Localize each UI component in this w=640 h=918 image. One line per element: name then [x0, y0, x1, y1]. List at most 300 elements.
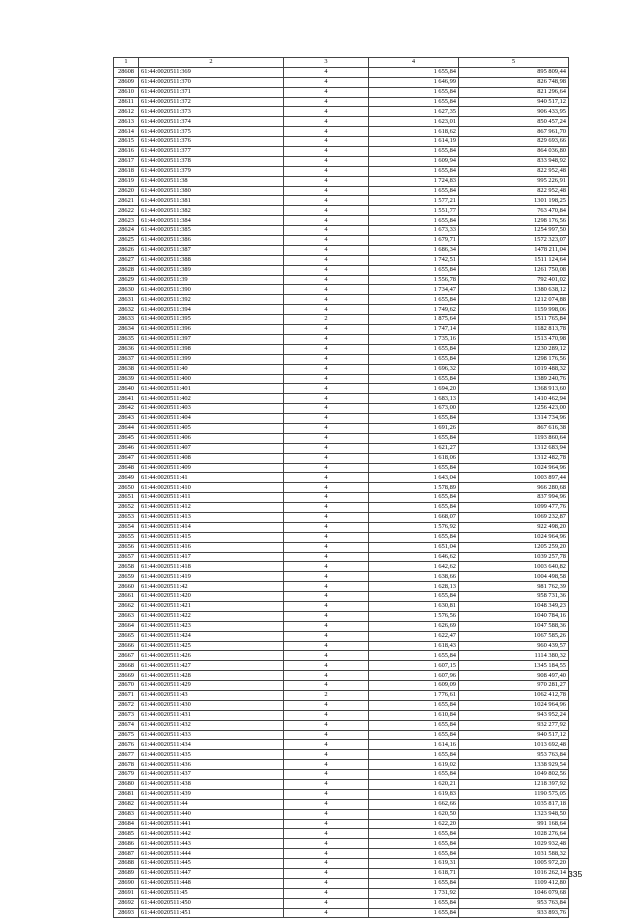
cadastral-number-cell: 61:44:0020511:400 — [139, 374, 284, 384]
area-cell: 1 655,84 — [369, 592, 459, 602]
value-cell: 1380 638,12 — [459, 285, 569, 295]
category-cell: 4 — [284, 404, 369, 414]
value-cell: 922 498,20 — [459, 522, 569, 532]
table-row — [114, 206, 569, 216]
area-cell: 1 655,84 — [369, 354, 459, 364]
area-cell: 1 742,51 — [369, 255, 459, 265]
category-cell: 4 — [284, 651, 369, 661]
cadastral-number-cell: 61:44:0020511:425 — [139, 641, 284, 651]
value-cell: 958 731,36 — [459, 592, 569, 602]
value-cell: 1013 692,48 — [459, 740, 569, 750]
cadastral-number-cell: 61:44:0020511:45 — [139, 888, 284, 898]
cadastral-number-cell: 61:44:0020511:427 — [139, 661, 284, 671]
row-number-cell: 28682 — [114, 799, 139, 809]
area-cell: 1 655,84 — [369, 186, 459, 196]
table-row — [114, 661, 569, 671]
cadastral-number-cell: 61:44:0020511:417 — [139, 552, 284, 562]
area-cell: 1 556,78 — [369, 275, 459, 285]
area-cell: 1 619,83 — [369, 789, 459, 799]
category-cell: 4 — [284, 898, 369, 908]
row-number-cell: 28676 — [114, 740, 139, 750]
cadastral-number-cell: 61:44:0020511:407 — [139, 443, 284, 453]
cadastral-number-cell: 61:44:0020511:375 — [139, 127, 284, 137]
value-cell: 867 616,38 — [459, 423, 569, 433]
cadastral-number-cell: 61:44:0020511:428 — [139, 671, 284, 681]
table-row — [114, 166, 569, 176]
value-cell: 1338 929,54 — [459, 760, 569, 770]
category-cell: 4 — [284, 137, 369, 147]
table-row — [114, 819, 569, 829]
area-cell: 1 621,27 — [369, 443, 459, 453]
table-row — [114, 196, 569, 206]
value-cell: 1099 477,76 — [459, 503, 569, 513]
cadastral-number-cell: 61:44:0020511:426 — [139, 651, 284, 661]
area-cell: 1 651,04 — [369, 542, 459, 552]
category-cell: 4 — [284, 621, 369, 631]
row-number-cell: 28690 — [114, 878, 139, 888]
value-cell: 826 748,98 — [459, 77, 569, 87]
value-cell: 1478 211,04 — [459, 245, 569, 255]
value-cell: 1003 640,82 — [459, 562, 569, 572]
table-row — [114, 443, 569, 453]
cadastral-number-cell: 61:44:0020511:410 — [139, 483, 284, 493]
category-cell: 4 — [284, 888, 369, 898]
table-row — [114, 226, 569, 236]
area-cell: 1 619,31 — [369, 859, 459, 869]
area-cell: 1 655,84 — [369, 147, 459, 157]
cadastral-number-cell: 61:44:0020511:451 — [139, 908, 284, 918]
area-cell: 1 655,84 — [369, 503, 459, 513]
cadastral-number-cell: 61:44:0020511:38 — [139, 176, 284, 186]
value-cell: 908 497,40 — [459, 671, 569, 681]
row-number-cell: 28672 — [114, 700, 139, 710]
value-cell: 1410 462,94 — [459, 394, 569, 404]
category-cell: 4 — [284, 582, 369, 592]
value-cell: 1345 184,55 — [459, 661, 569, 671]
category-cell: 4 — [284, 236, 369, 246]
value-cell: 1109 412,80 — [459, 878, 569, 888]
row-number-cell: 28618 — [114, 166, 139, 176]
value-cell: 1004 498,58 — [459, 572, 569, 582]
row-number-cell: 28642 — [114, 404, 139, 414]
table-row — [114, 888, 569, 898]
value-cell: 940 517,12 — [459, 97, 569, 107]
value-cell: 1048 349,23 — [459, 601, 569, 611]
category-cell: 4 — [284, 859, 369, 869]
table-row — [114, 512, 569, 522]
area-cell: 1 638,66 — [369, 572, 459, 582]
value-cell: 1019 488,32 — [459, 364, 569, 374]
cadastral-number-cell: 61:44:0020511:41 — [139, 473, 284, 483]
table-row — [114, 147, 569, 157]
cadastral-number-cell: 61:44:0020511:403 — [139, 404, 284, 414]
row-number-cell: 28663 — [114, 611, 139, 621]
cadastral-number-cell: 61:44:0020511:429 — [139, 681, 284, 691]
row-number-cell: 28683 — [114, 809, 139, 819]
category-cell: 4 — [284, 512, 369, 522]
cadastral-number-cell: 61:44:0020511:414 — [139, 522, 284, 532]
row-number-cell: 28652 — [114, 503, 139, 513]
table-row — [114, 493, 569, 503]
area-cell: 1 735,16 — [369, 334, 459, 344]
row-number-cell: 28675 — [114, 730, 139, 740]
table-row — [114, 522, 569, 532]
category-cell: 4 — [284, 552, 369, 562]
area-cell: 1 642,62 — [369, 562, 459, 572]
table-row — [114, 156, 569, 166]
row-number-cell: 28631 — [114, 295, 139, 305]
table-row — [114, 344, 569, 354]
category-cell: 4 — [284, 453, 369, 463]
area-cell: 1 655,84 — [369, 750, 459, 760]
category-cell: 4 — [284, 522, 369, 532]
cadastral-number-cell: 61:44:0020511:402 — [139, 394, 284, 404]
table-row — [114, 404, 569, 414]
category-cell: 4 — [284, 344, 369, 354]
cadastral-number-cell: 61:44:0020511:390 — [139, 285, 284, 295]
table-row — [114, 315, 569, 325]
area-cell: 1 627,35 — [369, 107, 459, 117]
table-row — [114, 611, 569, 621]
table-row — [114, 285, 569, 295]
cadastral-number-cell: 61:44:0020511:387 — [139, 245, 284, 255]
table-row — [114, 710, 569, 720]
category-cell: 4 — [284, 740, 369, 750]
category-cell: 4 — [284, 414, 369, 424]
table-body — [114, 67, 569, 918]
area-cell: 1 614,19 — [369, 137, 459, 147]
category-cell: 4 — [284, 117, 369, 127]
table-row — [114, 730, 569, 740]
area-cell: 1 655,84 — [369, 433, 459, 443]
row-number-cell: 28667 — [114, 651, 139, 661]
area-cell: 1 622,20 — [369, 819, 459, 829]
value-cell: 1005 972,20 — [459, 859, 569, 869]
table-row — [114, 849, 569, 859]
area-cell: 1 643,04 — [369, 473, 459, 483]
row-number-cell: 28657 — [114, 552, 139, 562]
category-cell: 4 — [284, 196, 369, 206]
value-cell: 1046 079,68 — [459, 888, 569, 898]
value-cell: 1389 240,76 — [459, 374, 569, 384]
category-cell: 4 — [284, 503, 369, 513]
area-cell: 1 655,84 — [369, 166, 459, 176]
row-number-cell: 28609 — [114, 77, 139, 87]
cadastral-number-cell: 61:44:0020511:436 — [139, 760, 284, 770]
cadastral-number-cell: 61:44:0020511:433 — [139, 730, 284, 740]
category-cell: 4 — [284, 601, 369, 611]
table-row — [114, 137, 569, 147]
value-cell: 1035 817,18 — [459, 799, 569, 809]
category-cell: 4 — [284, 473, 369, 483]
table-row — [114, 354, 569, 364]
category-cell: 4 — [284, 869, 369, 879]
cadastral-number-cell: 61:44:0020511:376 — [139, 137, 284, 147]
value-cell: 821 296,64 — [459, 87, 569, 97]
cadastral-number-cell: 61:44:0020511:369 — [139, 67, 284, 77]
table-row — [114, 374, 569, 384]
column-header-1: 1 — [114, 58, 139, 68]
row-number-cell: 28610 — [114, 87, 139, 97]
area-cell: 1 618,43 — [369, 641, 459, 651]
value-cell: 1511 765,84 — [459, 315, 569, 325]
value-cell: 1205 259,20 — [459, 542, 569, 552]
row-number-cell: 28633 — [114, 315, 139, 325]
value-cell: 792 401,02 — [459, 275, 569, 285]
row-number-cell: 28643 — [114, 414, 139, 424]
area-cell: 1 691,26 — [369, 423, 459, 433]
row-number-cell: 28651 — [114, 493, 139, 503]
category-cell: 4 — [284, 542, 369, 552]
table-row — [114, 97, 569, 107]
value-cell: 833 948,92 — [459, 156, 569, 166]
cadastral-number-cell: 61:44:0020511:401 — [139, 384, 284, 394]
row-number-cell: 28674 — [114, 720, 139, 730]
cadastral-number-cell: 61:44:0020511:418 — [139, 562, 284, 572]
category-cell: 4 — [284, 483, 369, 493]
area-cell: 1 577,21 — [369, 196, 459, 206]
value-cell: 1323 948,50 — [459, 809, 569, 819]
table-row — [114, 592, 569, 602]
table-row — [114, 414, 569, 424]
data-table — [113, 57, 569, 918]
category-cell: 4 — [284, 789, 369, 799]
cadastral-number-cell: 61:44:0020511:424 — [139, 631, 284, 641]
category-cell: 4 — [284, 720, 369, 730]
category-cell: 2 — [284, 691, 369, 701]
row-number-cell: 28619 — [114, 176, 139, 186]
table-row — [114, 750, 569, 760]
value-cell: 1024 964,96 — [459, 700, 569, 710]
area-cell: 1 749,62 — [369, 305, 459, 315]
value-cell: 895 809,44 — [459, 67, 569, 77]
category-cell: 4 — [284, 770, 369, 780]
area-cell: 1 655,84 — [369, 770, 459, 780]
value-cell: 1254 997,50 — [459, 226, 569, 236]
value-cell: 867 961,70 — [459, 127, 569, 137]
area-cell: 1 576,56 — [369, 611, 459, 621]
value-cell: 966 280,68 — [459, 483, 569, 493]
table-row — [114, 641, 569, 651]
row-number-cell: 28685 — [114, 829, 139, 839]
column-header-2: 2 — [139, 58, 284, 68]
table-row — [114, 671, 569, 681]
row-number-cell: 28681 — [114, 789, 139, 799]
cadastral-number-cell: 61:44:0020511:450 — [139, 898, 284, 908]
category-cell: 4 — [284, 77, 369, 87]
area-cell: 1 655,84 — [369, 414, 459, 424]
table-row — [114, 770, 569, 780]
value-cell: 1024 964,96 — [459, 463, 569, 473]
cadastral-number-cell: 61:44:0020511:396 — [139, 325, 284, 335]
area-cell: 1 618,06 — [369, 453, 459, 463]
value-cell: 940 517,12 — [459, 730, 569, 740]
value-cell: 1511 124,64 — [459, 255, 569, 265]
row-number-cell: 28673 — [114, 710, 139, 720]
table-row — [114, 87, 569, 97]
cadastral-number-cell: 61:44:0020511:408 — [139, 453, 284, 463]
row-number-cell: 28641 — [114, 394, 139, 404]
row-number-cell: 28634 — [114, 325, 139, 335]
row-number-cell: 28669 — [114, 671, 139, 681]
cadastral-number-cell: 61:44:0020511:372 — [139, 97, 284, 107]
category-cell: 4 — [284, 255, 369, 265]
table-row — [114, 839, 569, 849]
row-number-cell: 28693 — [114, 908, 139, 918]
row-number-cell: 28655 — [114, 532, 139, 542]
category-cell: 4 — [284, 87, 369, 97]
table-row — [114, 601, 569, 611]
row-number-cell: 28615 — [114, 137, 139, 147]
area-cell: 1 747,14 — [369, 325, 459, 335]
page-number: 335 — [568, 869, 583, 879]
column-header-3: 3 — [284, 58, 369, 68]
area-cell: 1 655,84 — [369, 344, 459, 354]
category-cell: 4 — [284, 245, 369, 255]
cadastral-number-cell: 61:44:0020511:416 — [139, 542, 284, 552]
area-cell: 1 655,84 — [369, 730, 459, 740]
cadastral-number-cell: 61:44:0020511:399 — [139, 354, 284, 364]
table-row — [114, 572, 569, 582]
cadastral-number-cell: 61:44:0020511:377 — [139, 147, 284, 157]
value-cell: 932 277,92 — [459, 720, 569, 730]
table-row — [114, 295, 569, 305]
value-cell: 1298 176,56 — [459, 216, 569, 226]
area-cell: 1 734,47 — [369, 285, 459, 295]
category-cell: 4 — [284, 592, 369, 602]
category-cell: 4 — [284, 186, 369, 196]
row-number-cell: 28648 — [114, 463, 139, 473]
column-header-5: 5 — [459, 58, 569, 68]
value-cell: 1159 998,06 — [459, 305, 569, 315]
category-cell: 4 — [284, 127, 369, 137]
area-cell: 1 609,94 — [369, 156, 459, 166]
cadastral-number-cell: 61:44:0020511:439 — [139, 789, 284, 799]
category-cell: 4 — [284, 750, 369, 760]
area-cell: 1 655,84 — [369, 849, 459, 859]
value-cell: 981 762,39 — [459, 582, 569, 592]
row-number-cell: 28677 — [114, 750, 139, 760]
category-cell: 4 — [284, 147, 369, 157]
area-cell: 1 776,61 — [369, 691, 459, 701]
cadastral-number-cell: 61:44:0020511:431 — [139, 710, 284, 720]
row-number-cell: 28613 — [114, 117, 139, 127]
cadastral-number-cell: 61:44:0020511:409 — [139, 463, 284, 473]
value-cell: 822 952,48 — [459, 166, 569, 176]
area-cell: 1 686,34 — [369, 245, 459, 255]
table-row — [114, 780, 569, 790]
table-row — [114, 829, 569, 839]
cadastral-number-cell: 61:44:0020511:441 — [139, 819, 284, 829]
value-cell: 829 693,66 — [459, 137, 569, 147]
area-cell: 1 619,02 — [369, 760, 459, 770]
cadastral-number-cell: 61:44:0020511:397 — [139, 334, 284, 344]
row-number-cell: 28639 — [114, 374, 139, 384]
cadastral-number-cell: 61:44:0020511:444 — [139, 849, 284, 859]
area-cell: 1 655,84 — [369, 67, 459, 77]
area-cell: 1 614,16 — [369, 740, 459, 750]
cadastral-number-cell: 61:44:0020511:423 — [139, 621, 284, 631]
table-row — [114, 453, 569, 463]
area-cell: 1 655,84 — [369, 839, 459, 849]
category-cell: 4 — [284, 463, 369, 473]
category-cell: 4 — [284, 829, 369, 839]
value-cell: 1314 734,96 — [459, 414, 569, 424]
area-cell: 1 628,13 — [369, 582, 459, 592]
category-cell: 4 — [284, 295, 369, 305]
cadastral-number-cell: 61:44:0020511:389 — [139, 265, 284, 275]
row-number-cell: 28640 — [114, 384, 139, 394]
row-number-cell: 28692 — [114, 898, 139, 908]
row-number-cell: 28684 — [114, 819, 139, 829]
cadastral-number-cell: 61:44:0020511:39 — [139, 275, 284, 285]
value-cell: 1230 289,12 — [459, 344, 569, 354]
table-row — [114, 463, 569, 473]
row-number-cell: 28664 — [114, 621, 139, 631]
value-cell: 1069 232,87 — [459, 512, 569, 522]
cadastral-number-cell: 61:44:0020511:398 — [139, 344, 284, 354]
value-cell: 1218 397,92 — [459, 780, 569, 790]
row-number-cell: 28660 — [114, 582, 139, 592]
area-cell: 1 623,01 — [369, 117, 459, 127]
category-cell: 4 — [284, 681, 369, 691]
category-cell: 4 — [284, 107, 369, 117]
table-header-row — [114, 58, 569, 68]
cadastral-number-cell: 61:44:0020511:448 — [139, 878, 284, 888]
category-cell: 4 — [284, 216, 369, 226]
row-number-cell: 28644 — [114, 423, 139, 433]
row-number-cell: 28621 — [114, 196, 139, 206]
cadastral-number-cell: 61:44:0020511:370 — [139, 77, 284, 87]
category-cell: 4 — [284, 67, 369, 77]
data-table-container — [113, 57, 568, 918]
row-number-cell: 28656 — [114, 542, 139, 552]
table-row — [114, 799, 569, 809]
area-cell: 1 655,84 — [369, 829, 459, 839]
value-cell: 933 893,76 — [459, 908, 569, 918]
area-cell: 1 724,83 — [369, 176, 459, 186]
value-cell: 970 281,27 — [459, 681, 569, 691]
cadastral-number-cell: 61:44:0020511:419 — [139, 572, 284, 582]
table-row — [114, 216, 569, 226]
table-row — [114, 898, 569, 908]
row-number-cell: 28687 — [114, 849, 139, 859]
table-row — [114, 651, 569, 661]
category-cell: 4 — [284, 394, 369, 404]
row-number-cell: 28625 — [114, 236, 139, 246]
category-cell: 4 — [284, 384, 369, 394]
column-header-4: 4 — [369, 58, 459, 68]
cadastral-number-cell: 61:44:0020511:447 — [139, 869, 284, 879]
table-row — [114, 760, 569, 770]
category-cell: 4 — [284, 493, 369, 503]
cadastral-number-cell: 61:44:0020511:406 — [139, 433, 284, 443]
category-cell: 4 — [284, 661, 369, 671]
category-cell: 4 — [284, 780, 369, 790]
category-cell: 4 — [284, 760, 369, 770]
category-cell: 4 — [284, 572, 369, 582]
category-cell: 4 — [284, 364, 369, 374]
row-number-cell: 28671 — [114, 691, 139, 701]
value-cell: 906 433,95 — [459, 107, 569, 117]
row-number-cell: 28662 — [114, 601, 139, 611]
table-row — [114, 720, 569, 730]
cadastral-number-cell: 61:44:0020511:440 — [139, 809, 284, 819]
table-row — [114, 255, 569, 265]
row-number-cell: 28611 — [114, 97, 139, 107]
category-cell: 4 — [284, 305, 369, 315]
cadastral-number-cell: 61:44:0020511:434 — [139, 740, 284, 750]
